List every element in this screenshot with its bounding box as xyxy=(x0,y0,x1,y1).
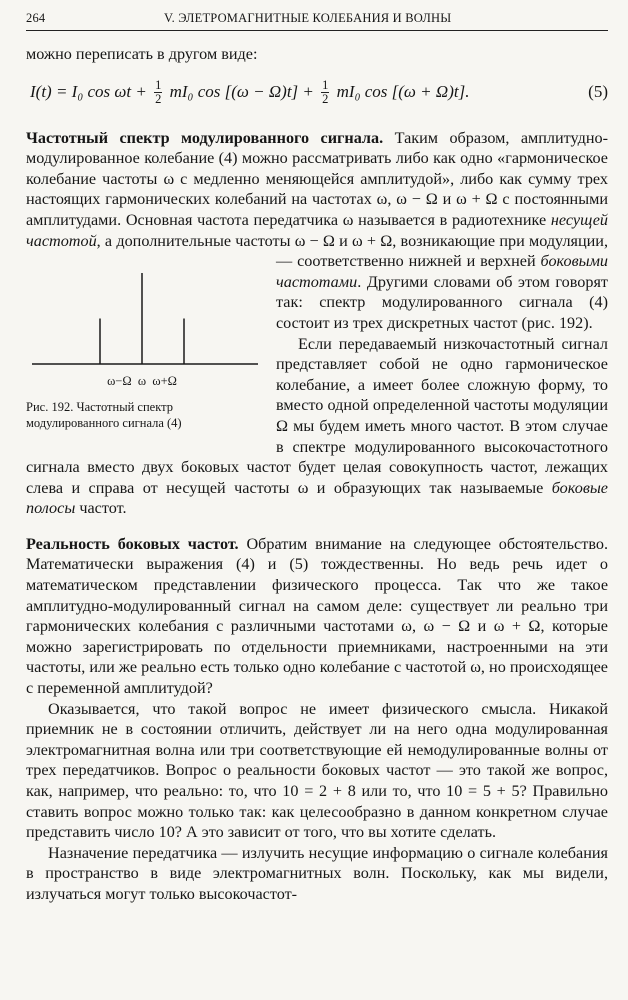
axis-label: ω−Ω ω ω+Ω xyxy=(107,374,177,389)
section2-heading: Реальность боковых частот. xyxy=(26,534,239,553)
formula-part-c: mI₀ cos [(ω + Ω)t]. xyxy=(332,81,470,101)
intro-line: можно переписать в другом виде: xyxy=(26,45,258,63)
formula-part-b: mI₀ cos [(ω − Ω)t] + xyxy=(165,81,319,101)
book-page xyxy=(26,0,608,1000)
formula-5 xyxy=(26,71,608,113)
section1-paragraph: Частотный спектр модулированного сигнала. Таким образом, амплитудно-модулированное колебание (4) можно рассматривать либо как одно «гармоническое колебание частоты ω с медленно меняющейся амплитудой», либо как сумму трех настоящих гармонических колебаний на частотах ω, ω − Ω и ω + Ω с постоянными амплитудами. Основная частота передатчика ω называется в радиотехнике несущей частотой, а дополнительные частоты ω − Ω и ω + Ω, возникающие при модуляции, — соответственно нижней и верхней ω−Ω ω ω+Ω Рис. 192. Частотный спектр модулированного сигнала (4) боковыми частотами. Другими словами об этом говорят так: спектр модулированного сигнала (4) состоит из трех дискретных частот (рис. 192). xyxy=(26,128,608,334)
equation-number: (5) xyxy=(588,81,608,101)
figure-192 xyxy=(26,251,264,441)
section2-paragraph-2: Оказывается, что такой вопрос не имеет физического смысла. Никакой приемник не в состоянии отличить, действует ли на него одна модулированная электромагнитная волна или три соответствующие ей немодулированные волны от трех передатчиков. Вопрос о реальности боковых частот — это такой же вопрос, как, например, что реально: то, что 10 = 2 + 8 или то, что 10 = 5 + 5? Правильно ставить вопрос можно только так: как целесообразно в данном конкретном случае представить число 10? А это зависит от того, что вы хотите сделать. xyxy=(26,699,608,842)
formula-part-a: I(t) = I₀ cos ωt + xyxy=(30,81,152,101)
running-title: V. ЭЛЕТРОМАГНИТНЫЕ КОЛЕБАНИЯ И ВОЛНЫ xyxy=(164,11,452,25)
page-number: 264 xyxy=(26,11,46,25)
formula-expression xyxy=(30,71,469,113)
section1-paragraph-2: Если передаваемый низкочастотный сигнал представляет собой не одно гармоническое колебание, а имеет более сложную форму, то вместо одной определенной частоты модуляции Ω мы будем иметь много частот. В этом случае в спектре модулированного высокочастотного сигнала вместо двух боковых частот будет целая совокупность частот, лежащих слева и справа от несущей частоты ω и образующих так называемые боковые полосы частот. xyxy=(26,334,608,518)
section2-paragraph-3: Назначение передатчика — излучить несущие информацию о сигнале колебания в пространство в виде электромагнитных волн. Поскольку, как мы видели, излучаться могут только высокочастот- xyxy=(26,843,608,903)
term-carrier-frequency: несущей частотой xyxy=(26,210,608,250)
figure-caption: Рис. 192. Частотный спектр модулированного сигнала (4) xyxy=(26,400,182,431)
term-sidebands: боковыми частотами xyxy=(276,252,608,291)
term-sideband-bands: боковые полосы xyxy=(26,478,608,518)
header-rule xyxy=(26,30,608,31)
spectrum-chart xyxy=(26,261,262,393)
page-content xyxy=(26,44,608,905)
fraction-one-half: $\frac{1}{2}$ xyxy=(155,78,162,107)
fraction-one-half: $\frac{1}{2}$ xyxy=(322,78,329,107)
spectrum-lines xyxy=(100,273,184,364)
section2-paragraph: Реальность боковых частот. Обратим внимание на следующее обстоятельство. Математически выражения (4) и (5) тождественны. Но ведь речь идет о математическом представлении физического процесса. Так что же такое амплитудно-модулированный сигнал на самом деле: существует ли реально три гармонических колебания с различными частотами ω, ω − Ω и ω + Ω, которые можно зарегистрировать по отдельности приемниками, настроенными на эти частоты, или же реально есть только одно колебание с частотой ω, но происходящее с переменной амплитудой? xyxy=(26,534,608,698)
section1-heading: Частотный спектр модулированного сигнала. xyxy=(26,128,384,147)
